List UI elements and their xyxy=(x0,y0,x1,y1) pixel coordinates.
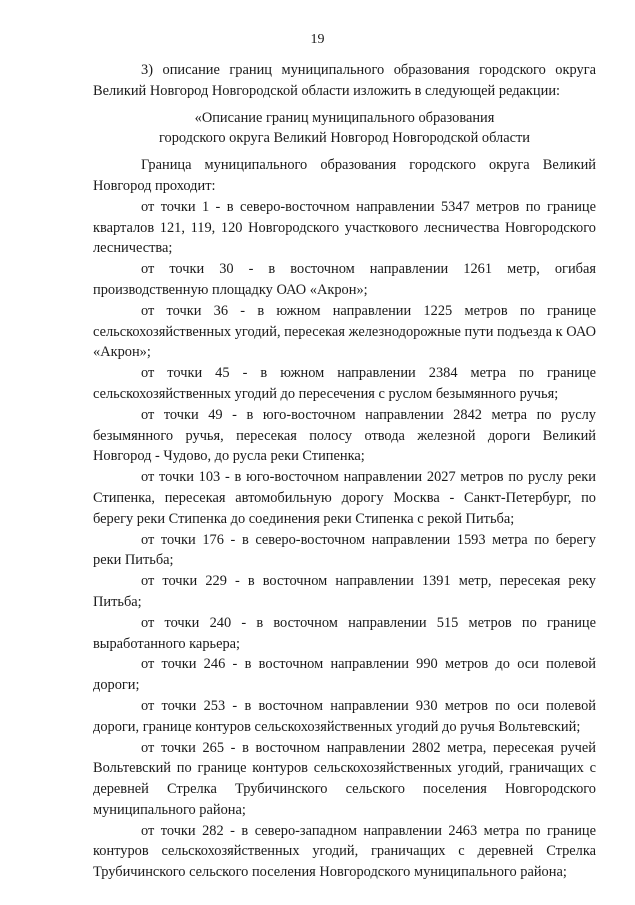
page-number: 19 xyxy=(310,32,325,47)
boundary-point-45: от точки 45 - в южном направлении 2384 метра по границе сельскохозяйственных угодий до пересечения с руслом безымянного ручья; xyxy=(93,365,596,402)
boundary-point-49: от точки 49 - в юго-восточном направлении 2842 метра по руслу безымянного ручья, пересекая полосу отвода железной дороги Великий Новгород - Чудово, до русла реки Стипенка; xyxy=(93,406,596,465)
boundary-point-103: от точки 103 - в юго-восточном направлении 2027 метров по руслу реки Стипенка, пересекая автомобильную дорогу Москва - Санкт-Петербург, по берегу реки Стипенка до соединения реки Стипенка с рекой Питьба; xyxy=(93,469,596,527)
boundary-point-240: от точки 240 - в восточном направлении 515 метров по границе выработанного карьера; xyxy=(93,614,596,652)
section-title-line-2: городского округа Великий Новгород Новгородской области xyxy=(158,130,531,147)
boundary-point-282: от точки 282 - в северо-западном направлении 2463 метра по границе контуров сельскохозяйственных угодий, граничащих с деревней Стрелка Трубичинского сельского поселения Новгородского муниципального района; xyxy=(93,822,596,881)
document-body xyxy=(93,58,596,883)
boundary-lead: Граница муниципального образования городского округа Великий Новгород проходит: xyxy=(93,157,596,194)
boundary-point-265: от точки 265 - в восточном направлении 2802 метра, пересекая ручей Вольтевский по границе контуров сельскохозяйственных угодий, граничащих с деревней Стрелка Трубичинского сельского поселения Новгородского муниципального района; xyxy=(93,739,596,818)
amendment-intro: 3) описание границ муниципального образования городского округа Великий Новгород Новгородской области изложить в следующей редакции: xyxy=(93,62,596,99)
boundary-point-1: от точки 1 - в северо-восточном направлении 5347 метров по границе кварталов 121, 119, 120 Новгородского участкового лесничества Новгородского лесничества; xyxy=(93,198,596,257)
boundary-point-253: от точки 253 - в восточном направлении 930 метров по оси полевой дороги, границе контуров сельскохозяйственных угодий до ручья Вольтевский; xyxy=(93,697,596,735)
section-title xyxy=(93,108,596,150)
section-title-line-1: «Описание границ муниципального образования xyxy=(194,109,495,126)
boundary-point-36: от точки 36 - в южном направлении 1225 метров по границе сельскохозяйственных угодий, пересекая железнодорожные пути подъезда к ОАО «Акрон»; xyxy=(93,302,596,361)
boundary-point-229: от точки 229 - в восточном направлении 1391 метр, пересекая реку Питьба; xyxy=(93,573,596,610)
boundary-point-176: от точки 176 - в северо-восточном направлении 1593 метра по берегу реки Питьба; xyxy=(93,531,596,569)
boundary-point-30: от точки 30 - в восточном направлении 1261 метр, огибая производственную площадку ОАО «Акрон»; xyxy=(93,261,596,298)
boundary-point-246: от точки 246 - в восточном направлении 990 метров до оси полевой дороги; xyxy=(93,656,596,694)
